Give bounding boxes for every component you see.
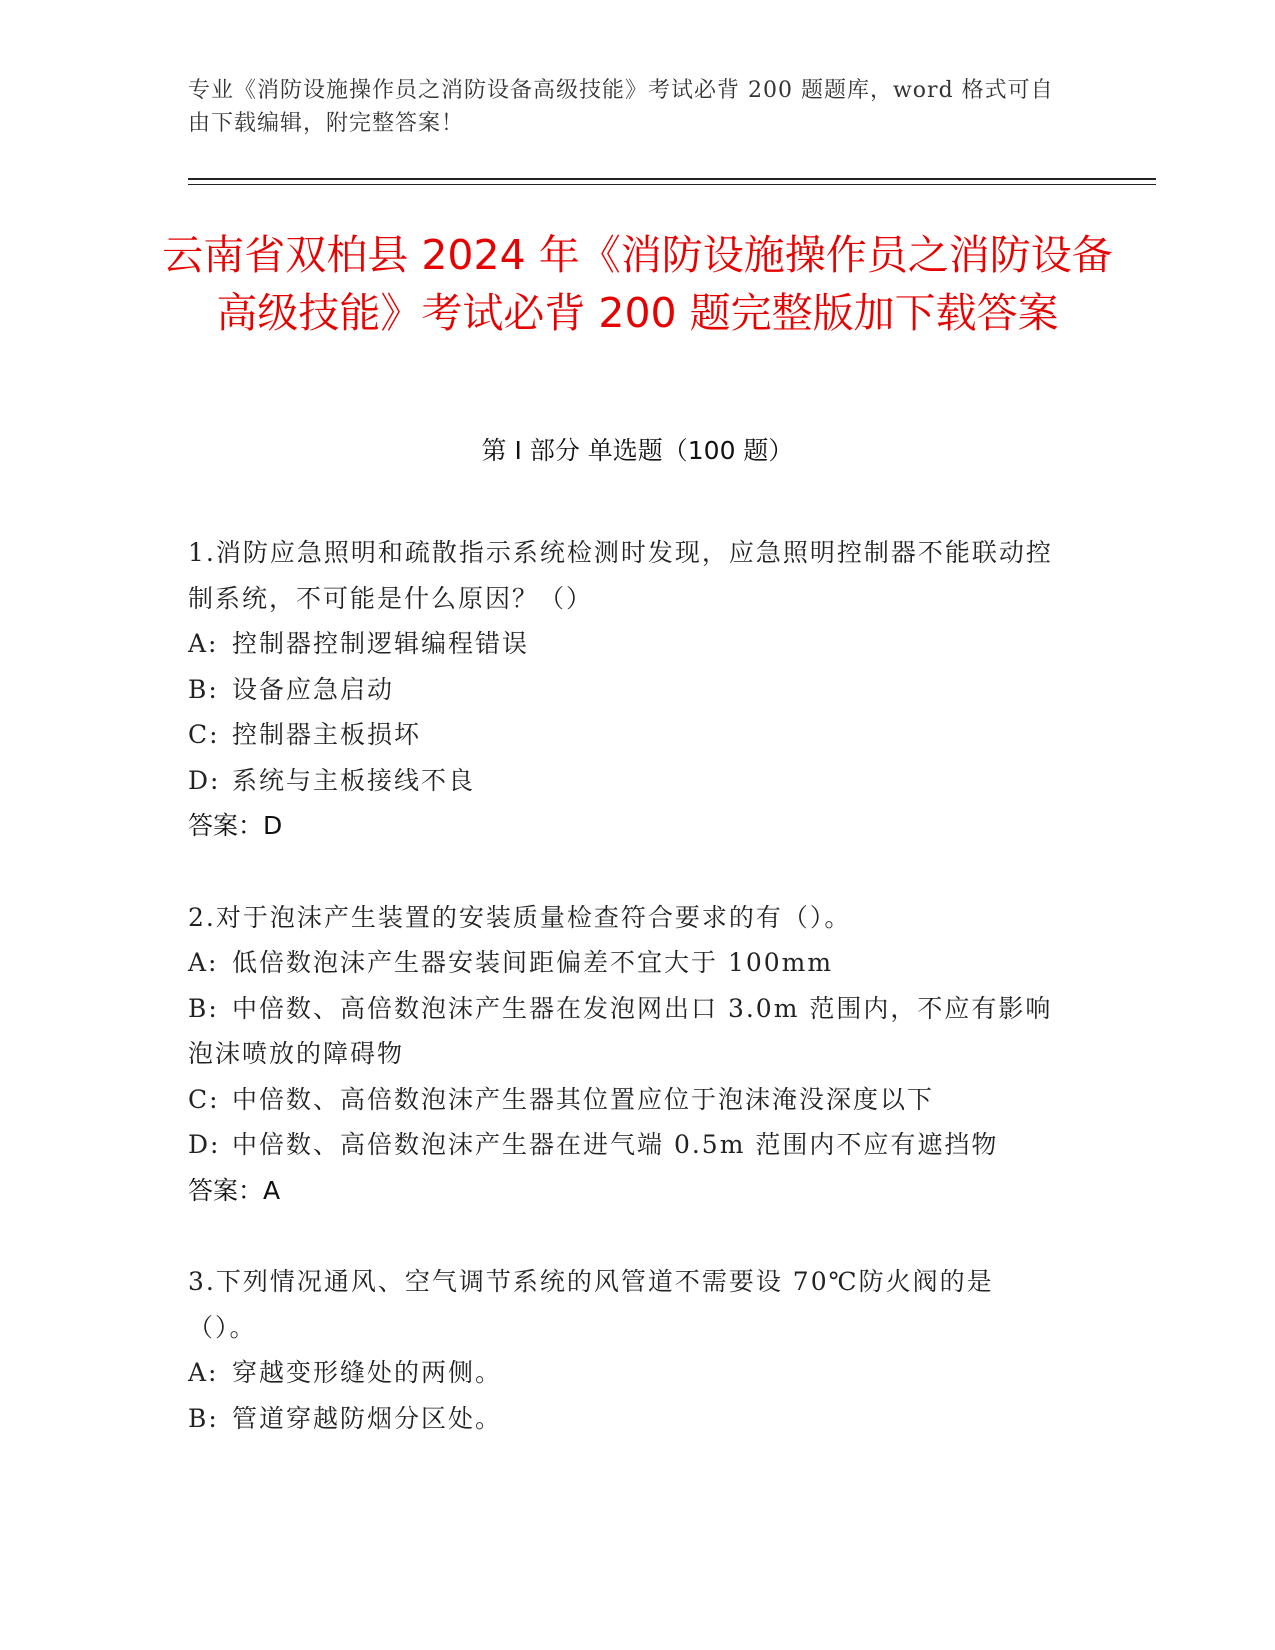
option-b bbox=[188, 667, 1058, 713]
answer-line: 答案：A bbox=[188, 1175, 281, 1205]
document-title: 云南省双柏县 2024 年《消防设施操作员之消防设备高级技能》考试必背 200 题完整版加下载答案 bbox=[162, 231, 1113, 337]
option-key: A: bbox=[188, 1358, 219, 1387]
option-text: 穿越变形缝处的两侧。 bbox=[232, 1358, 503, 1387]
header-divider-thin bbox=[188, 184, 1156, 185]
option-text: 低倍数泡沫产生器安装间距偏差不宜大于 100mm bbox=[232, 948, 834, 977]
option-key: C: bbox=[188, 720, 220, 749]
answer-line: 答案：D bbox=[188, 811, 283, 840]
option-key: C: bbox=[188, 1084, 220, 1114]
option-d bbox=[188, 1122, 1058, 1168]
section-heading: 第 I 部分 单选题（100 题） bbox=[481, 436, 794, 465]
header-divider-thick bbox=[188, 178, 1156, 180]
option-b bbox=[188, 986, 1058, 1077]
option-a bbox=[188, 1350, 1058, 1396]
option-key: A: bbox=[188, 629, 219, 658]
question-stem: 3.下列情况通风、空气调节系统的风管道不需要设 70℃防火阀的是（）。 bbox=[188, 1267, 994, 1342]
option-c bbox=[188, 1077, 1058, 1123]
header-note: 专业《消防设施操作员之消防设备高级技能》考试必背 200 题题库，word 格式可自由下载编辑，附完整答案！ bbox=[188, 78, 1054, 136]
option-c bbox=[188, 712, 1058, 758]
option-d bbox=[188, 758, 1058, 804]
question-1 bbox=[188, 530, 1058, 849]
option-text: 中倍数、高倍数泡沫产生器在发泡网出口 3.0m 范围内，不应有影响泡沫喷放的障碍物 bbox=[188, 993, 1053, 1068]
option-text: 管道穿越防烟分区处。 bbox=[232, 1403, 503, 1433]
option-key: B: bbox=[188, 674, 219, 704]
question-stem: 1.消防应急照明和疏散指示系统检测时发现，应急照明控制器不能联动控制系统，不可能是什么原因？（） bbox=[188, 538, 1053, 613]
option-text: 系统与主板接线不良 bbox=[232, 765, 476, 795]
option-text: 控制器主板损坏 bbox=[232, 720, 422, 749]
option-a bbox=[188, 940, 1058, 986]
option-key: D: bbox=[188, 765, 221, 795]
option-text: 设备应急启动 bbox=[232, 674, 395, 704]
option-key: B: bbox=[188, 993, 219, 1023]
question-list bbox=[188, 530, 1058, 1487]
question-stem: 2.对于泡沫产生装置的安装质量检查符合要求的有（）。 bbox=[188, 902, 852, 932]
option-text: 中倍数、高倍数泡沫产生器其位置应位于泡沫淹没深度以下 bbox=[232, 1084, 935, 1114]
option-text: 控制器控制逻辑编程错误 bbox=[232, 629, 530, 658]
option-b bbox=[188, 1396, 1058, 1442]
option-a bbox=[188, 621, 1058, 667]
question-3 bbox=[188, 1259, 1058, 1441]
option-key: D: bbox=[188, 1130, 221, 1159]
option-key: A: bbox=[188, 948, 219, 977]
option-key: B: bbox=[188, 1403, 219, 1433]
option-text: 中倍数、高倍数泡沫产生器在进气端 0.5m 范围内不应有遮挡物 bbox=[232, 1130, 999, 1159]
question-2 bbox=[188, 895, 1058, 1214]
